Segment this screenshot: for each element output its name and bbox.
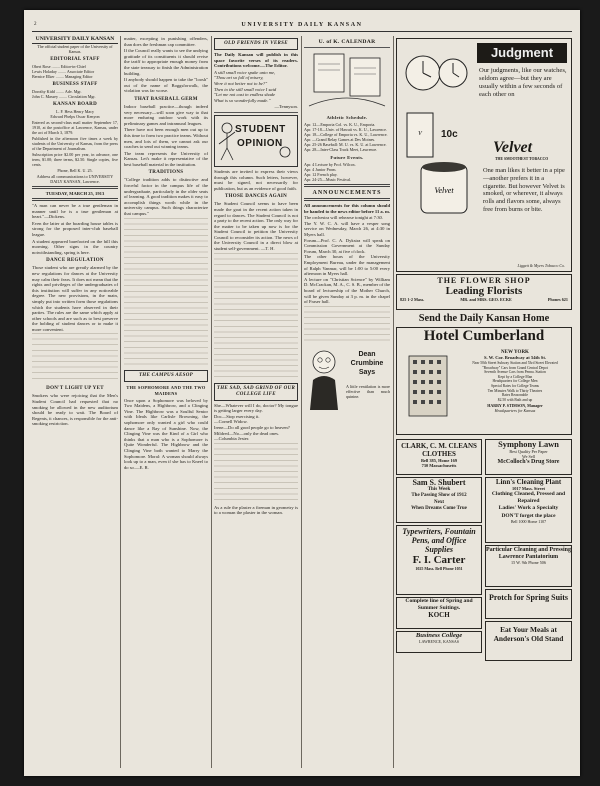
section-rule: [304, 198, 390, 201]
baseball-team-text: The team represents the University of Kansas. Let's make it representative of the best baseball material in the institution.: [124, 150, 208, 167]
carter-name: F. I. Carter: [412, 554, 466, 566]
column-advertisements: [396, 36, 572, 770]
campus-aesop-box: [124, 370, 208, 382]
dont-light-up-heading: DON'T LIGHT UP YET: [46, 386, 104, 392]
sad-grind-box: [214, 383, 298, 401]
business-staff-heading: BUSINESS STAFF: [52, 82, 98, 87]
article-body: [214, 443, 298, 503]
column-editorial: [32, 36, 118, 770]
flower-shop-heading: THE FLOWER SHOP: [437, 276, 531, 285]
hotel-headquarters: Headquarters for Kansas: [494, 408, 536, 414]
dean-crumbine-portrait-icon: [304, 344, 344, 414]
cap-committee-text: matter, excepting in punishing offenders, than does the freshman cap committee.: [124, 36, 208, 47]
hotel-name: Hotel Cumberland: [423, 328, 545, 344]
linn-address: 1017 Mass. Street: [512, 486, 545, 491]
traditions-text: "College tradition adds to distinctive and forceful factor in the campus life of the undergraduate, particularly in the older seats of learning. A good tradition makes it easy to accomplish things worth while in the university campus. Such things characterize that campus.": [124, 177, 208, 217]
pantatorium-name: Lawrence Pantatorium: [498, 554, 559, 560]
dean-title-3: Says: [358, 368, 376, 376]
article-body: [304, 306, 390, 342]
article-body: [214, 253, 298, 381]
typewriters-text: Typewriters, Fountain Pens, and Office Supplies: [402, 527, 476, 554]
council-text: If the Council really wants to see the undying gratitude of its constituents it should revise the tariff to appropriate enough money from the state treasury to finish the Administration building.: [124, 48, 208, 76]
column-calendar: [304, 36, 390, 770]
business-college-title: Business College: [415, 632, 463, 639]
dance-regulation-text: Those student who are greatly alarmed by the new regulations for dances at the University may calm their fears. It does not mean that the rights and privileges of the undergraduates of this institution will suffer in any noticeable degree. The new provisions, in the main, simply put into written form those regulations which the students have observed in their parties. The rules are the same which apply at other schools and are such as to best preserve the holding of student dances or to make it more convenient.: [32, 265, 118, 332]
section-rule: [304, 47, 390, 48]
issue-date: TUESDAY, MARCH 25, 1913: [45, 191, 105, 196]
masthead-intro: The official student paper of the University of Kansas.: [37, 44, 113, 54]
linn-title: Linn's Cleaning Plant: [495, 478, 562, 486]
column-editorials-2: [124, 36, 208, 770]
athletic-schedule: Apr. 12—Emporia Col. vs. K. U., Emporia. Apr. 17-18—Univ. of Hawaii vs. K. U., Lawrence. Apr. 18—College of Emporia vs. K. U., Lawrence. Apr. —Grand Relay Games at Des Moines. Apr. 25-26 Baseball: M. U. vs. K. U. at Lawrence. Apr. 28—Inter-Class Track Meet, Lawrence.: [304, 122, 388, 152]
linn-cleaning-ad: [485, 477, 572, 543]
hotel-manager: HARRY P. STIMSON, Manager: [487, 403, 543, 409]
flower-shop-phones: Phones 621: [547, 297, 568, 302]
anderson-text: Eat Your Meals at Anderson's Old Stand: [493, 625, 564, 643]
poem-author: —Tennyson.: [274, 104, 298, 110]
editorial-staff: Obert Rose ........ Editor-in-Chief Lewis Holaday ........ Associate Editor Bernice Elker ........ Managing Editor: [32, 64, 95, 79]
judgment-banner: Judgment: [477, 43, 567, 63]
protch-text: Protch for Spring Suits: [488, 593, 569, 602]
student-opinion-title-1: STUDENT: [235, 123, 286, 135]
flower-shop-owners: MR. and MRS. GEO. ECKE: [460, 297, 512, 302]
koch-name: KOCH: [428, 611, 450, 620]
dont-forget: DON'T forget the place: [501, 513, 556, 519]
article-body: [124, 218, 208, 368]
flower-shop-address: 825 1-2 Mass.: [400, 297, 425, 302]
baseball-germ-text: Indoor baseball practice—though indeed very necessary—will soon give way to that more enduring outdoor work with its preliminary games and intramural leagues.: [124, 103, 208, 126]
baseball-germ-heading: THAT BASEBALL GERM: [134, 96, 198, 102]
article-body: [32, 333, 118, 383]
address-notice: Address all communications to UNIVERSITY DAILY KANSAN, Lawrence.: [36, 174, 114, 184]
svg-text:Velvet: Velvet: [434, 186, 454, 195]
clark-cleaners-ad: [396, 439, 482, 475]
future-events: Apr. 4 Lecture by Prof. Wilcox. Apr. 4 Junior Prom. Apr. 12 French play. Apr. 24-25—Music Festival.: [304, 162, 356, 182]
shubert-ad: [396, 477, 482, 523]
anybody-text: If anybody should happen to take the "loosh" out of the name of Boggsforwalk, the violation was far worse.: [124, 77, 208, 94]
newspaper-title: UNIVERSITY DAILY KANSAN: [241, 22, 363, 28]
velvet-ad: [396, 38, 572, 272]
newspaper-page: [24, 10, 580, 776]
symphony-title: Symphony Lawn: [498, 440, 559, 449]
business-staff: Dorothy Kidd ........ Adv. Mgr. John C. Massey ........ Circulation Mgr.: [32, 89, 96, 99]
calendar-heading: U. of K. CALENDAR: [318, 39, 376, 45]
kansan-board-heading: KANSAN BOARD: [52, 102, 98, 107]
calendar-pages-icon: [304, 50, 390, 112]
sad-grind-heading: THE SAD, SAD GRIND OF OUR COLLEGE LIFE: [216, 385, 296, 397]
column-verse-opinion: [214, 36, 298, 770]
section-rule: [304, 184, 390, 187]
clark-title: CLARK, C. M. CLEANS CLOTHES: [401, 442, 477, 458]
sad-grind-text: She—Whatever will I do, doctor? My tongue is getting larger every day. Doc—Stop exercising it. —Cornell Widow. Irene—Do all good people go to heaven? Mildred—No—only the dead ones. —Columbia Jester.: [214, 402, 298, 442]
dont-light-up-text: Smokers who were rejoicing that the Men's Student Council had requested that no smoking be allowed in the new auditorium should be ready to wait. The Board of Regents, it chances, is responsible for the anti-smoking restriction.: [32, 393, 118, 427]
entry-notice: Entered as second-class mail matter September 17, 1910, at the postoffice at Lawrence, Kansas, under the act of March 3, 1879.: [32, 120, 118, 135]
flower-shop-tagline: Leading Florists: [445, 285, 523, 297]
phone-notice: Phone, Bell K. U. 25.: [57, 168, 93, 173]
announcements-intro: All announcements for this column should be handed to the news editor before 11 a. m.: [304, 203, 390, 214]
pantatorium-ad: [485, 545, 572, 587]
hotel-details: Near 50th Street Subway Station and 53rd Street Elevated "Broadway" Cars from Grand Central Depot Seventh Avenue Cars from Penna. Station Kept by a College Man Headquarters for College Men Special Rates for College Teams Ten Minutes Walk to Thirty Theatres Rates Reasonable $2.50 with Bath and up: [472, 361, 558, 402]
athletic-schedule-heading: Athletic Schedule.: [326, 115, 368, 120]
date-rule: [32, 186, 118, 189]
particular-cleaning: Particular Cleaning and Pressing: [486, 547, 571, 553]
small-ads-row: [396, 437, 572, 663]
student-opinion-cartoon: [214, 115, 298, 167]
aesop-text: Once upon a Sophomore was beloved by Two Maidens, a Highbrow, and a Clinging Vine. The Highbrow was a Soulful Senior with Ideals like Carlisle Browning, the sophomore only wanted a girl who could dance like a Ray of Sunshine. Now, the Clinging Vine was the Kind of a Girl who thinks that a man who is a Sophomore is Quite Wonderful. The Highbrow and the Clinging Vine both wanted to Marry the Sophomore. Moral: A woman should always look up to a man, even if she has to Kneel to do so.—E. R.: [124, 397, 208, 470]
svg-text:V: V: [418, 131, 422, 137]
old-friends-intro: The Daily Kansan will publish in this space favorite verses of its readers. Contributions welcome.—The Editor.: [214, 52, 298, 69]
linn-phones: Bell 1000 Home 1107: [510, 519, 547, 524]
hotel-building-icon: [403, 350, 453, 418]
dance-regulation-heading: DANCE REGULATION: [46, 258, 104, 264]
header-rule: [32, 31, 572, 32]
published-notice: Published in the afternoon five times a week by students of the University of Kansas, from the press of the Department of Journalism.: [32, 136, 118, 151]
dean-title-1: Dean: [358, 350, 376, 358]
pantatorium-address: 15 W. 9th Phone 506: [510, 560, 546, 565]
hotel-address: S. W. Cor. Broadway at 54th St.: [483, 355, 547, 360]
dean-crumbine-box: [304, 344, 390, 416]
tobacco-tin-icon: [401, 109, 481, 219]
dances-again-text: The Student Council seems to have been made the goat in the recent action taken in regard to dances. The Student Council is not a party to the recent action. The only way for the matter to be taken up now is for the Student Council to petition the University Council to reconsider its action. The news of the University Council in a direct blow at student self-government. —T. H.: [214, 201, 298, 252]
anderson-ad: [485, 621, 572, 661]
plaster-text: As a rule the plaster a fireman in geometry is to a woman the plaster in the woman.: [214, 504, 298, 516]
column-divider: [393, 36, 394, 768]
traditions-heading: TRADITIONS: [148, 170, 184, 176]
dean-crumbine-text: A little ventilation is more effective than much quinine.: [346, 383, 390, 399]
shubert-text: This Week The Passing Show of 1912 Next When Dreams Come True: [411, 487, 467, 512]
calendar-illustration: [304, 50, 390, 112]
opinion-intro: Students are invited to express their views through this column. Such letters, however, must be signed, not necessarily for publication, but as an evidence of good faith.: [214, 168, 298, 191]
future-events-heading: Future Events.: [330, 155, 364, 160]
velvet-text: One man likes it better in a pipe—another prefers it in a cigarette. But however Velvet is smoked, or wherever, it always rolls and flavors some, always free from burns or bite.: [483, 167, 565, 213]
symphony-lawn-ad: [485, 439, 572, 475]
velvet-price: 10c: [441, 129, 458, 140]
carter-ad: [396, 525, 482, 595]
koch-text: Complete line of Spring and Summer Suitings.: [405, 598, 473, 611]
dickens-quote: "A man can never be a true gentleman in manner until he is a true gentleman at heart."—Dickens.: [32, 203, 118, 220]
clark-phone: Bell 385, Home 169 730 Massachusetts: [420, 458, 458, 468]
column-divider: [211, 36, 212, 768]
liggett-signature: Liggett & Myers Tobacco Co.: [517, 263, 565, 268]
barefoot-note: A student appeared barefooted on the hill this morning. Other signs in the country notwithstanding, spring is here.: [32, 238, 118, 255]
watch-clock-icon: [401, 43, 471, 105]
page-number: 2: [34, 22, 37, 27]
protch-ad: [485, 589, 572, 619]
baseball-league-note: Even the latter at the boarding house tables is strong for the proposed inter-club baseball league.: [32, 220, 118, 237]
poem: A still small voice spake unto me, "Thou art so full of misery, Were it not better not to be?" Then to the still small voice I said "Let me not cast in endless shade What is so wonderfully made.": [214, 69, 277, 103]
business-college-ad: [396, 631, 482, 653]
dances-again-heading: THOSE DANCES AGAIN: [224, 194, 288, 200]
mccolloch-drug: McColloch's Drug Store: [497, 459, 560, 465]
masthead: UNIVERSITY DAILY KANSAN: [32, 36, 118, 44]
kansan-board: L. F. Hess Henry Macy Edward Phelps Oscar Kenyon: [50, 109, 100, 119]
shubert-title: Sam S. Shubert: [412, 478, 466, 487]
send-kansan-home: Send the Daily Kansan Home: [418, 313, 550, 324]
business-college-address: LAWRENCE, KANSAS: [419, 639, 459, 644]
date-rule: [32, 198, 118, 201]
velvet-logo: Velvet: [493, 139, 533, 156]
editorial-staff-heading: EDITORIAL STAFF: [50, 57, 100, 62]
column-divider: [301, 36, 302, 768]
column-divider: [120, 36, 121, 768]
announcements-heading: ANNOUNCEMENTS: [312, 190, 382, 196]
campus-aesop-heading: THE CAMPUS AESOP: [138, 372, 194, 378]
subscription-notice: Subscription price $2.00 per year, in advance, one term, $1.00; three terms, $2.50. Single copies, five cents.: [32, 152, 118, 167]
section-rule: [214, 112, 298, 113]
hotel-city: NEW YORK: [501, 350, 529, 355]
linn-text: Clothing Cleaned, Pressed and Repaired Ladies' Work a Specialty: [491, 491, 566, 511]
old-friends-box: [214, 38, 298, 50]
announcements-list: The orchestra will rehearse tonight at 7:30. The Y. W. C. A. will have a vesper song service on Wednesday, March 26, at 4:30 in Myers hall. Forum—Prof. C. A. Dykstra will speak on Commission Government at the Sunday Forum, March 30, at five o'clock. The other hours of the University Employment Bureau, under the management of Ralph Vanmar, will be 1:00 to 5:00 every afternoon in Myers hall. A lecture on "Christian Science" by William D. McCrackan, M. A., C. S. B., member of the board of lectureship of the Mother Church, will be given Sunday at 3 p. m. in the chapel of Fraser hall.: [304, 215, 390, 305]
dean-title-2: Crumbine: [350, 359, 384, 367]
velvet-subtitle: THE SMOOTHEST TOBACCO: [495, 157, 549, 161]
judgment-text: Our judgments, like our watches, seldom agree—but they are usually within a few seconds of each other on: [479, 67, 567, 98]
aesop-subheading: THE SOPHOMORE AND THE TWO MAIDENS: [126, 384, 206, 396]
flower-shop-ad: [396, 274, 572, 310]
symphony-subtitle: Best Quality Per Paper We Sell: [509, 449, 548, 459]
student-opinion-title-2: OPINION: [237, 137, 283, 149]
old-friends-heading: OLD FRIENDS IN VERSE: [224, 41, 288, 46]
baseball-men-text: There have not been enough men out up to this time to form two practice teams. Without men, and lots of them, we cannot ask our coaches to send out winning teams.: [124, 127, 208, 150]
koch-ad: [396, 597, 482, 629]
carter-address: 1025 Mass. Bell Phone 1051: [415, 566, 463, 571]
hotel-cumberland-ad: [396, 327, 572, 435]
